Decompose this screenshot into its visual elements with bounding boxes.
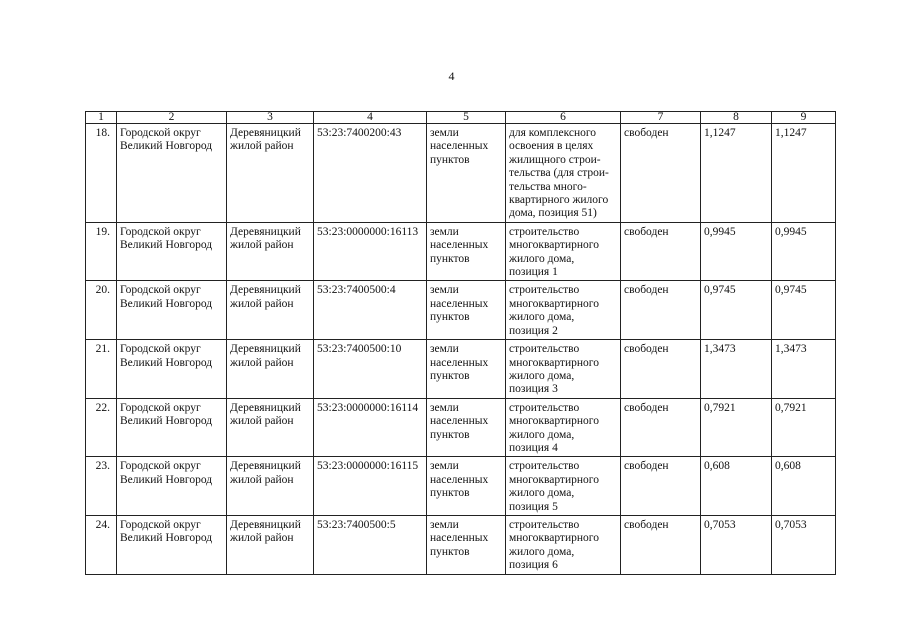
header-cell: 1 xyxy=(86,112,117,124)
area-cell: 0,7921 xyxy=(701,398,772,457)
area-free-cell: 0,9745 xyxy=(772,281,836,340)
row-number: 24. xyxy=(86,515,117,574)
land-category-cell: земли населенных пунктов xyxy=(427,515,506,574)
municipality-cell: Городской округ Великий Новгород xyxy=(117,515,227,574)
district-cell: Деревяницкий жилой район xyxy=(227,398,314,457)
district-cell: Деревяницкий жилой район xyxy=(227,124,314,223)
row-number: 19. xyxy=(86,222,117,281)
permitted-use-cell: строительство многоквартирного жилого дома, позиция 3 xyxy=(506,340,621,399)
area-cell: 1,3473 xyxy=(701,340,772,399)
cadastral-number-cell: 53:23:7400200:43 xyxy=(314,124,427,223)
header-cell: 4 xyxy=(314,112,427,124)
land-category-cell: земли населенных пунктов xyxy=(427,281,506,340)
header-row xyxy=(86,112,836,124)
table-row xyxy=(86,457,836,516)
page-number: 4 xyxy=(448,69,455,83)
area-free-cell: 0,7053 xyxy=(772,515,836,574)
status-cell: свободен xyxy=(621,457,701,516)
header-cell: 9 xyxy=(772,112,836,124)
row-number: 23. xyxy=(86,457,117,516)
permitted-use-cell: строительство многоквартирного жилого дома, позиция 4 xyxy=(506,398,621,457)
cadastral-number-cell: 53:23:7400500:10 xyxy=(314,340,427,399)
permitted-use-cell: строительство многоквартирного жилого дома, позиция 2 xyxy=(506,281,621,340)
row-number: 21. xyxy=(86,340,117,399)
municipality-cell: Городской округ Великий Новгород xyxy=(117,124,227,223)
cadastral-number-cell: 53:23:7400500:5 xyxy=(314,515,427,574)
table-row xyxy=(86,222,836,281)
district-cell: Деревяницкий жилой район xyxy=(227,515,314,574)
permitted-use-cell: строительство многоквартирного жилого дома, позиция 1 xyxy=(506,222,621,281)
status-cell: свободен xyxy=(621,398,701,457)
status-cell: свободен xyxy=(621,124,701,223)
permitted-use-cell: строительство многоквартирного жилого дома, позиция 6 xyxy=(506,515,621,574)
header-cell: 6 xyxy=(506,112,621,124)
cadastral-number-cell: 53:23:0000000:16115 xyxy=(314,457,427,516)
district-cell: Деревяницкий жилой район xyxy=(227,457,314,516)
header-cell: 2 xyxy=(117,112,227,124)
row-number: 22. xyxy=(86,398,117,457)
status-cell: свободен xyxy=(621,515,701,574)
land-category-cell: земли населенных пунктов xyxy=(427,222,506,281)
land-category-cell: земли населенных пунктов xyxy=(427,398,506,457)
area-cell: 1,1247 xyxy=(701,124,772,223)
municipality-cell: Городской округ Великий Новгород xyxy=(117,222,227,281)
area-cell: 0,608 xyxy=(701,457,772,516)
header-cell: 7 xyxy=(621,112,701,124)
permitted-use-cell: строительство многоквартирного жилого дома, позиция 5 xyxy=(506,457,621,516)
municipality-cell: Городской округ Великий Новгород xyxy=(117,398,227,457)
row-number: 18. xyxy=(86,124,117,223)
table-row xyxy=(86,515,836,574)
area-free-cell: 1,1247 xyxy=(772,124,836,223)
cadastral-number-cell: 53:23:0000000:16114 xyxy=(314,398,427,457)
permitted-use-cell: для комплексного освоения в целях жилищного строи-тельства (для строи-тельства много-квартирного жилого дома, позиция 51) xyxy=(506,124,621,223)
table-row xyxy=(86,398,836,457)
area-free-cell: 0,7921 xyxy=(772,398,836,457)
table-row xyxy=(86,124,836,223)
cadastral-number-cell: 53:23:0000000:16113 xyxy=(314,222,427,281)
row-number: 20. xyxy=(86,281,117,340)
table-row xyxy=(86,340,836,399)
land-category-cell: земли населенных пунктов xyxy=(427,124,506,223)
header-cell: 5 xyxy=(427,112,506,124)
land-category-cell: земли населенных пунктов xyxy=(427,340,506,399)
area-cell: 0,9745 xyxy=(701,281,772,340)
land-plots-table xyxy=(85,111,836,575)
district-cell: Деревяницкий жилой район xyxy=(227,281,314,340)
area-free-cell: 0,9945 xyxy=(772,222,836,281)
district-cell: Деревяницкий жилой район xyxy=(227,222,314,281)
area-free-cell: 0,608 xyxy=(772,457,836,516)
header-cell: 3 xyxy=(227,112,314,124)
table-row xyxy=(86,281,836,340)
area-free-cell: 1,3473 xyxy=(772,340,836,399)
cadastral-number-cell: 53:23:7400500:4 xyxy=(314,281,427,340)
status-cell: свободен xyxy=(621,281,701,340)
status-cell: свободен xyxy=(621,222,701,281)
header-cell: 8 xyxy=(701,112,772,124)
status-cell: свободен xyxy=(621,340,701,399)
municipality-cell: Городской округ Великий Новгород xyxy=(117,340,227,399)
area-cell: 0,7053 xyxy=(701,515,772,574)
municipality-cell: Городской округ Великий Новгород xyxy=(117,457,227,516)
municipality-cell: Городской округ Великий Новгород xyxy=(117,281,227,340)
area-cell: 0,9945 xyxy=(701,222,772,281)
land-category-cell: земли населенных пунктов xyxy=(427,457,506,516)
district-cell: Деревяницкий жилой район xyxy=(227,340,314,399)
